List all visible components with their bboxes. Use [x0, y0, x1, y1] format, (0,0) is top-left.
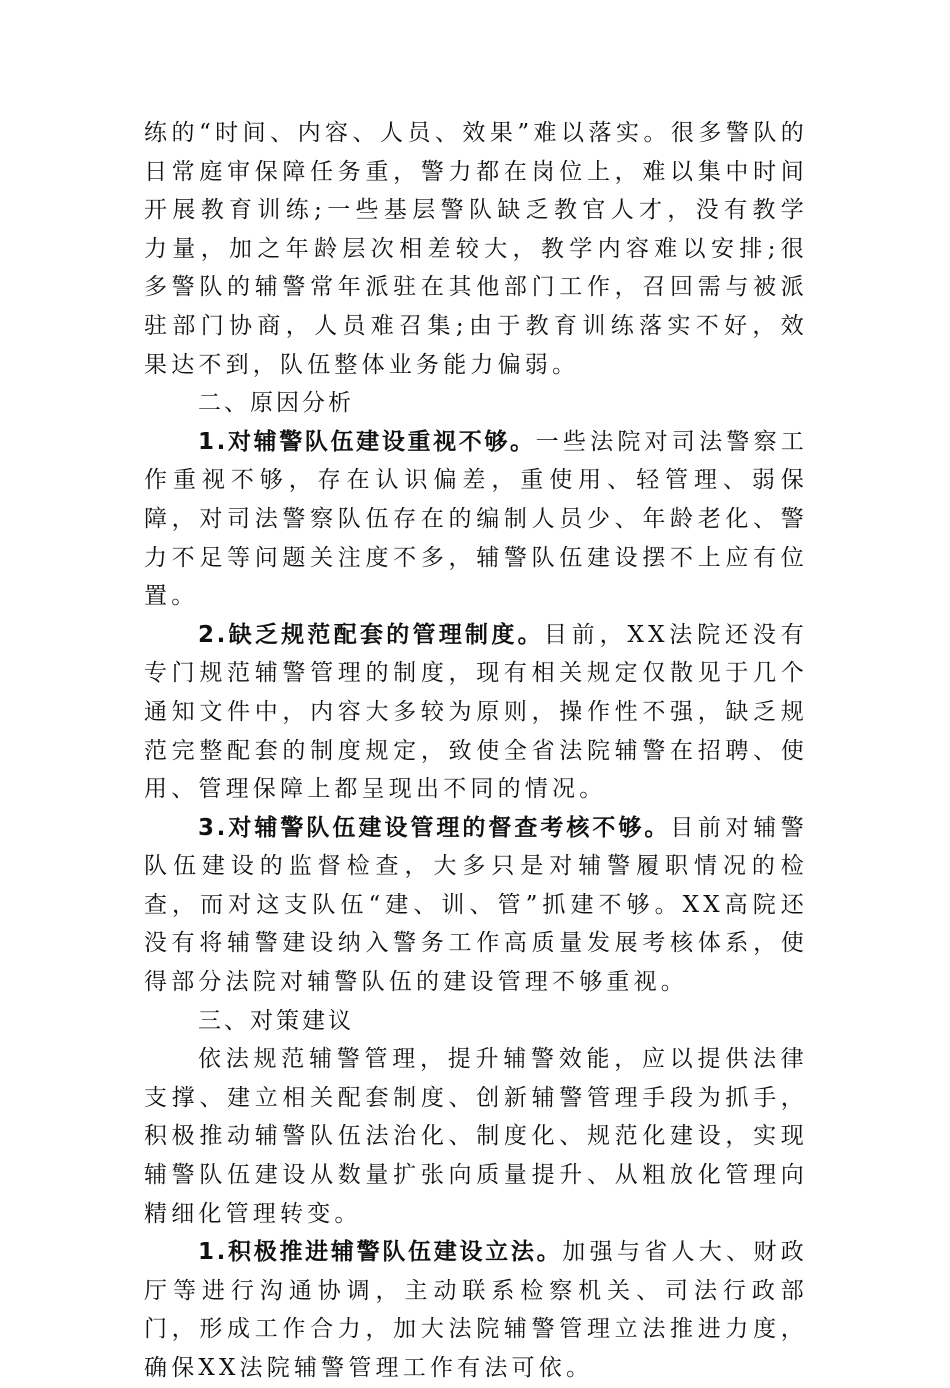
paragraph-text: 依法规范辅警管理，提升辅警效能，应以提供法律支撑、建立相关配套制度、创新辅警管理手段为抓手，积极推动辅警队伍法治化、制度化、规范化建设，实现辅警队伍建设从数量扩张向质量提升、从粗放化管理向精细化管理转变。	[144, 1046, 808, 1227]
document-body	[144, 114, 808, 1388]
section-heading-cause-analysis: 二、原因分析	[198, 390, 354, 417]
paragraph-lead-bold: 3.对辅警队伍建设管理的督查考核不够。	[198, 814, 671, 841]
paragraph-lead-bold: 1.积极推进辅警队伍建设立法。	[198, 1239, 563, 1266]
paragraph-lead-bold: 1.对辅警队伍建设重视不够。	[198, 428, 536, 455]
paragraph-text: 练的“时间、内容、人员、效果”难以落实。很多警队的日常庭审保障任务重，警力都在岗位上，难以集中时间开展教育训练;一些基层警队缺乏教官人才，没有教学力量，加之年龄层次相差较大，教学内容难以安排;很多警队的辅警常年派驻在其他部门工作，召回需与被派驻部门协商，人员难召集;由于教育训练落实不好，效果达不到，队伍整体业务能力偏弱。	[144, 120, 808, 378]
paragraph-text: 目前，XX法院还没有专门规范辅警管理的制度，现有相关规定仅散见于几个通知文件中，内容大多较为原则，操作性不强，缺乏规范完整配套的制度规定，致使全省法院辅警在招聘、使用、管理保障上都呈现出不同的情况。	[144, 621, 808, 803]
paragraph-suggestion-1	[144, 1233, 808, 1387]
paragraph-cause-2	[144, 616, 808, 809]
paragraph-text: 加强与省人大、财政厅等进行沟通协调，主动联系检察机关、司法行政部门，形成工作合力，加大法院辅警管理立法推进力度，确保XX法院辅警管理工作有法可依。	[144, 1239, 808, 1381]
paragraph-text: 一些法院对司法警察工作重视不够，存在认识偏差，重使用、轻管理、弱保障，对司法警察队伍存在的编制人员少、年龄老化、警力不足等问题关注度不多，辅警队伍建设摆不上应有位置。	[144, 428, 809, 610]
paragraph-cause-1	[144, 423, 808, 616]
paragraph-text: 目前对辅警队伍建设的监督检查，大多只是对辅警履职情况的检查，而对这支队伍“建、训、管”抓建不够。XX高院还没有将辅警建设纳入警务工作高质量发展考核体系，使得部分法院对辅警队伍的建设管理不够重视。	[144, 814, 809, 996]
paragraph-lead-bold: 2.缺乏规范配套的管理制度。	[198, 621, 544, 648]
paragraph-training-issues	[144, 114, 808, 384]
paragraph-suggestion-intro	[144, 1040, 808, 1233]
section-heading-suggestions: 三、对策建议	[198, 1007, 354, 1034]
paragraph-cause-3	[144, 809, 808, 1002]
